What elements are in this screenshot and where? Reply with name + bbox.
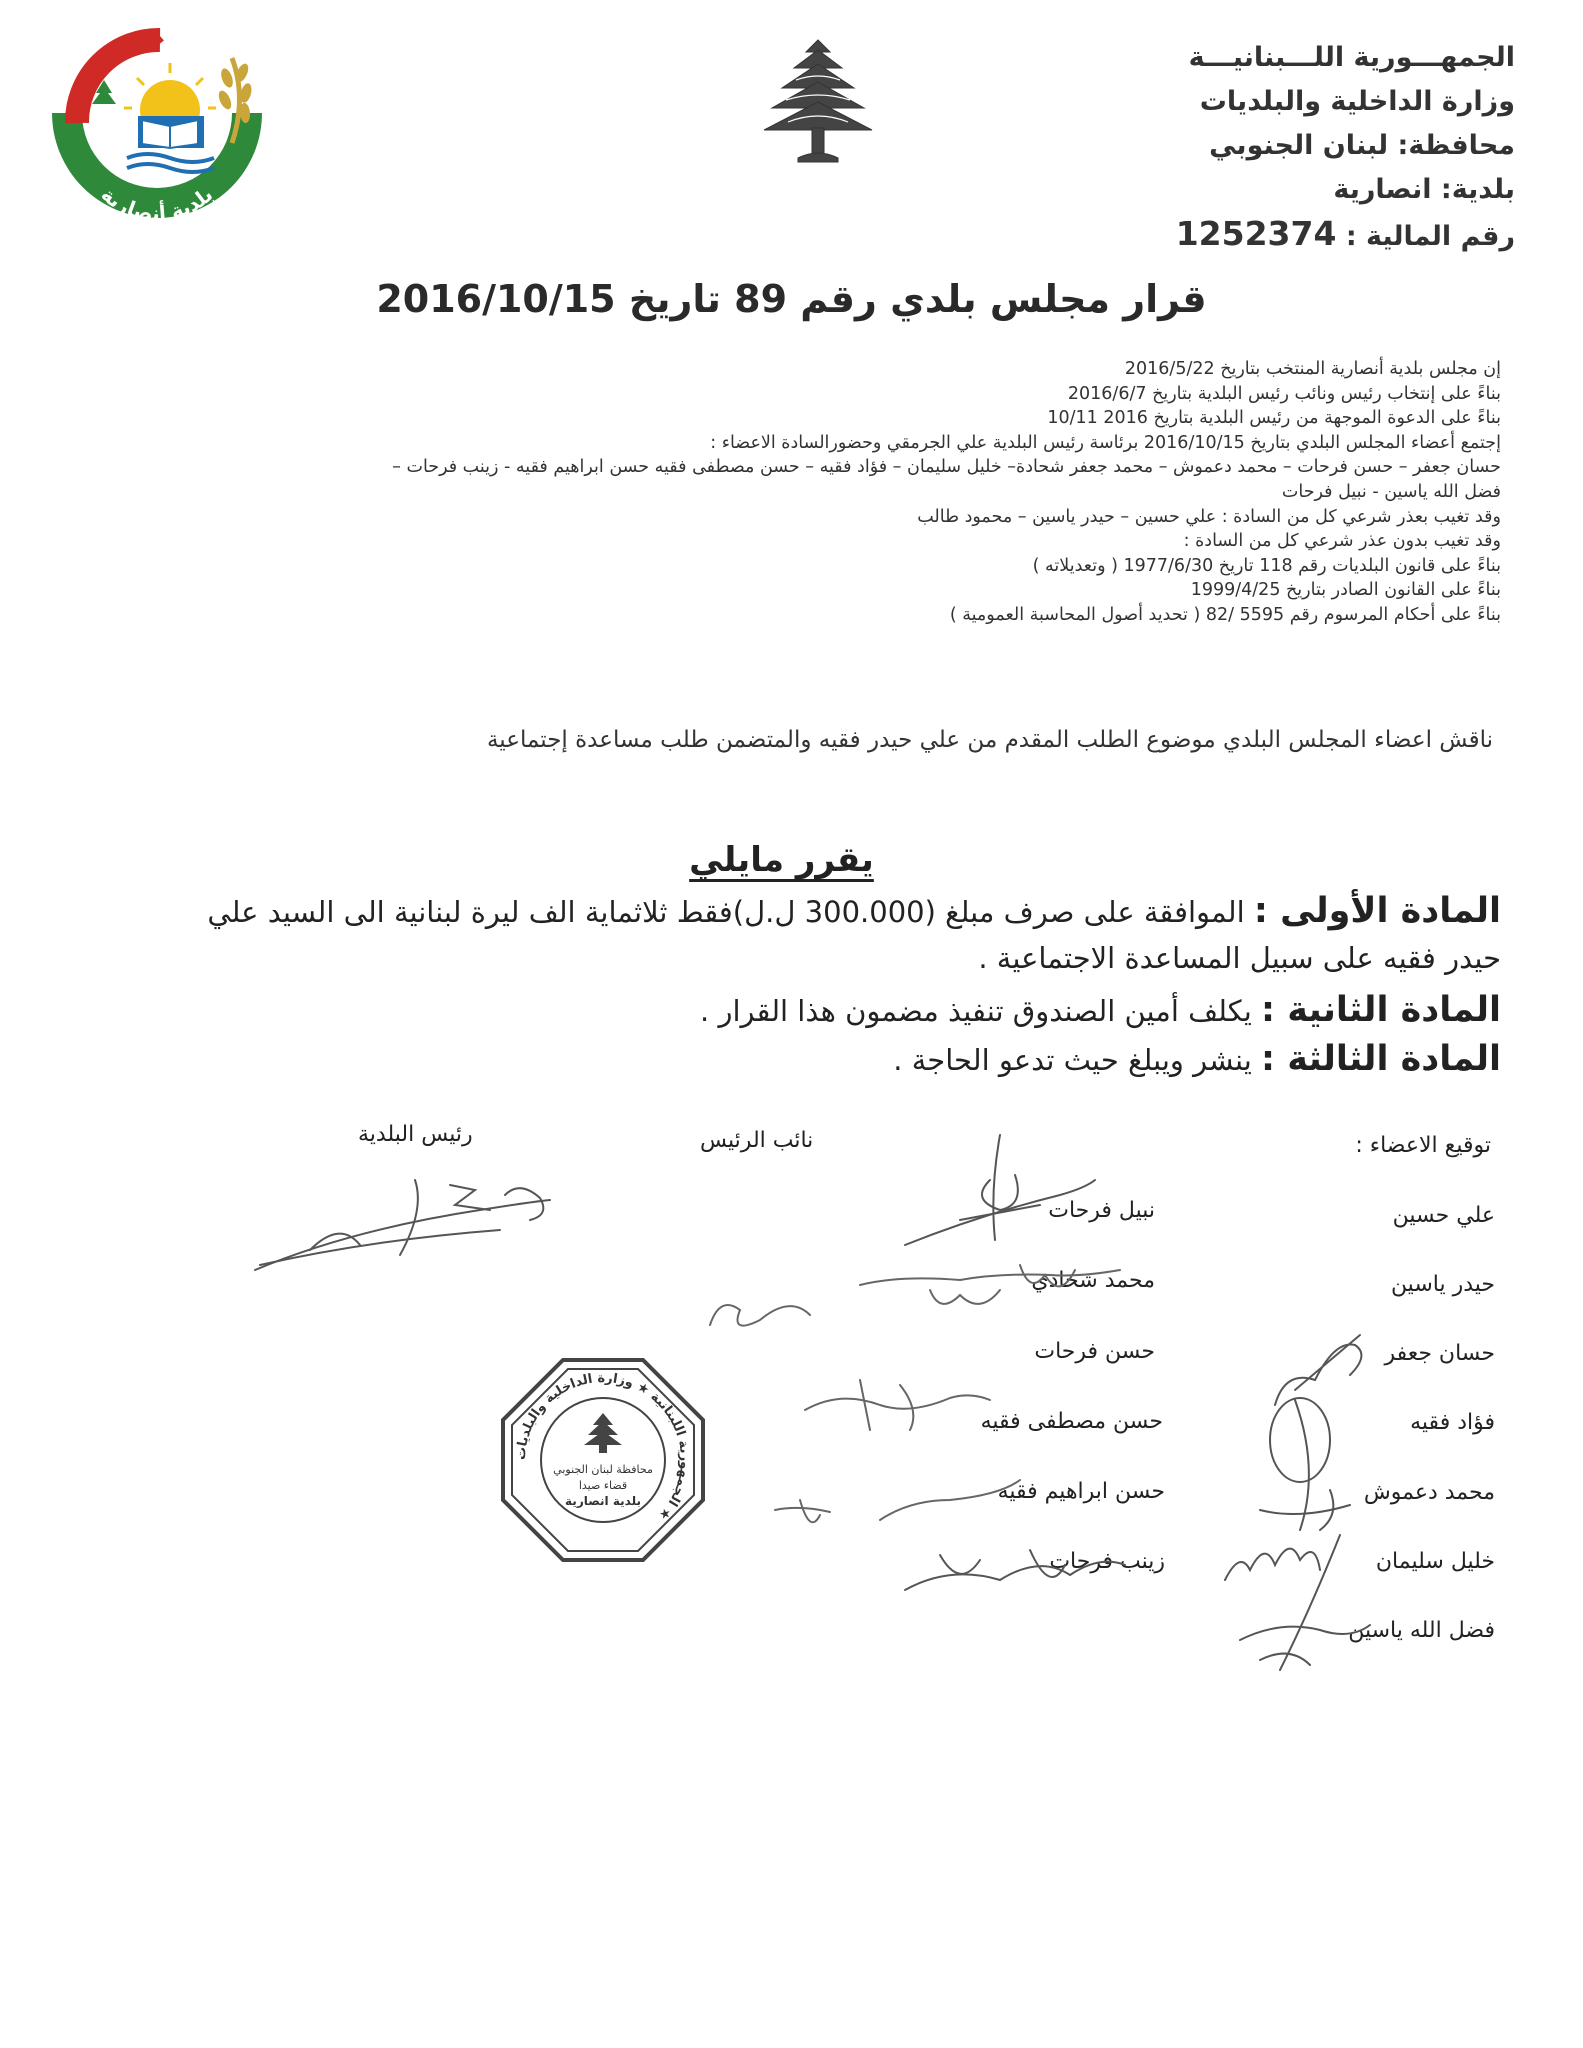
article-label: المادة الأولى : xyxy=(1253,891,1501,931)
decides-heading: يقرر مايلي xyxy=(689,840,874,880)
preamble-line: بناءً على أحكام المرسوم رقم 5595 /82 ( تحديد أصول المحاسبة العمومية ) xyxy=(949,604,1501,625)
member-name: زينب فرحات xyxy=(1049,1549,1165,1574)
preamble-line: بناءً على القانون الصادر بتاريخ 1999/4/25 xyxy=(1190,580,1501,601)
member-signature xyxy=(770,1470,1030,1540)
preamble xyxy=(81,357,1501,628)
member-name: فؤاد فقيه xyxy=(1410,1410,1495,1435)
preamble-line: حسان جعفر – حسن فرحات – محمد دعموش – محمد جعفر شحادة– خليل سليمان – فؤاد فقيه – حسن مصطفى فقيه حسن ابراهيم فقيه - زينب فرحات – xyxy=(392,457,1501,478)
decision-title: قرار مجلس بلدي رقم 89 تاريخ 2016/10/15 xyxy=(376,277,1207,321)
finance-label: رقم المالية : xyxy=(1345,221,1515,252)
article-label: المادة الثالثة : xyxy=(1261,1039,1501,1079)
stamp-outer-text: الجمهورية اللبنانية ★ وزارة الداخلية والبلديات ★ xyxy=(513,1370,693,1523)
member-signature xyxy=(1220,1530,1380,1680)
preamble-line: وقد تغيب بعذر شرعي كل من السادة : علي حسين – حيدر ياسين – محمود طالب xyxy=(917,506,1501,527)
ministry-name: وزارة الداخلية والبلديات xyxy=(1199,86,1515,117)
member-name: فضل الله ياسين xyxy=(1348,1618,1495,1643)
letterhead xyxy=(1155,36,1515,259)
cedar-tree-icon xyxy=(758,38,878,168)
finance-number: 1252374 xyxy=(1175,214,1337,253)
member-name: نبيل فرحات xyxy=(1048,1198,1155,1223)
member-name: حسن مصطفى فقيه xyxy=(980,1409,1163,1434)
official-stamp xyxy=(498,1355,708,1565)
preamble-line: بناءً على الدعوة الموجهة من رئيس البلدية بتاريخ 2016 10/11 xyxy=(1047,408,1501,429)
member-name: حسن ابراهيم فقيه xyxy=(997,1479,1165,1504)
member-signature xyxy=(900,1535,1130,1605)
article-text: الموافقة على صرف مبلغ (300.000 ل.ل)فقط ثلاثماية الف ليرة لبنانية الى السيد علي حيدر فقيه على سبيل المساعدة الاجتماعية . xyxy=(207,895,1501,975)
vice-president-signature xyxy=(900,1130,1100,1260)
article-3 xyxy=(181,1036,1501,1083)
preamble-line: بناءً على إنتخاب رئيس ونائب رئيس البلدية بتاريخ 2016/6/7 xyxy=(1067,383,1501,404)
article-label: المادة الثانية : xyxy=(1261,990,1501,1030)
stamp-inner-line: قضاء صيدا xyxy=(578,1479,628,1492)
member-signature xyxy=(800,1370,1000,1440)
preamble-line: بناءً على قانون البلديات رقم 118 تاريخ 1977/6/30 ( وتعديلاته ) xyxy=(1032,555,1501,576)
discussion-text: ناقش اعضاء المجلس البلدي موضوع الطلب المقدم من علي حيدر فقيه والمتضمن طلب مساعدة إجتماعية xyxy=(486,727,1493,753)
member-name: حسن فرحات xyxy=(1034,1339,1155,1364)
republic-name: الجمهـــورية اللـــبنانيـــة xyxy=(1188,42,1515,73)
finance-number-line xyxy=(1155,212,1515,259)
member-name: حيدر ياسين xyxy=(1390,1272,1495,1297)
logo-text: بلدية أنصارية xyxy=(96,182,218,226)
preamble-line: فضل الله ياسين - نبيل فرحات xyxy=(1281,481,1501,502)
article-text: ينشر ويبلغ حيث تدعو الحاجة . xyxy=(893,1043,1262,1077)
stamp-inner-line: بلدية انصارية xyxy=(565,1494,641,1508)
president-signature xyxy=(250,1160,570,1280)
members-signature-heading: توقيع الاعضاء : xyxy=(1355,1133,1491,1158)
municipality-logo-icon xyxy=(32,18,282,228)
president-heading: رئيس البلدية xyxy=(358,1122,473,1147)
municipality-name: بلدية: انصارية xyxy=(1333,174,1515,205)
article-1 xyxy=(181,888,1501,981)
preamble-line: وقد تغيب بدون عذر شرعي كل من السادة : xyxy=(1183,531,1501,552)
member-name: حسان جعفر xyxy=(1384,1341,1495,1366)
stamp-inner-line: محافظة لبنان الجنوبي xyxy=(553,1463,653,1476)
member-name: علي حسين xyxy=(1392,1203,1495,1228)
member-name: محمد شحادي xyxy=(1031,1268,1155,1293)
vice-president-heading: نائب الرئيس xyxy=(700,1128,814,1153)
governorate-name: محافظة: لبنان الجنوبي xyxy=(1209,130,1515,161)
member-name: خليل سليمان xyxy=(1375,1549,1495,1574)
member-name: محمد دعموش xyxy=(1363,1480,1495,1505)
preamble-line: إن مجلس بلدية أنصارية المنتخب بتاريخ 2016/5/22 xyxy=(1124,359,1501,379)
member-signature xyxy=(1240,1390,1370,1540)
member-signature xyxy=(700,1255,1130,1345)
article-2 xyxy=(181,987,1501,1034)
preamble-line: إجتمع أعضاء المجلس البلدي بتاريخ 2016/10/15 برئاسة رئيس البلدية علي الجرمقي وحضورالسادة الاعضاء : xyxy=(710,432,1501,453)
article-text: يكلف أمين الصندوق تنفيذ مضمون هذا القرار . xyxy=(700,994,1262,1028)
